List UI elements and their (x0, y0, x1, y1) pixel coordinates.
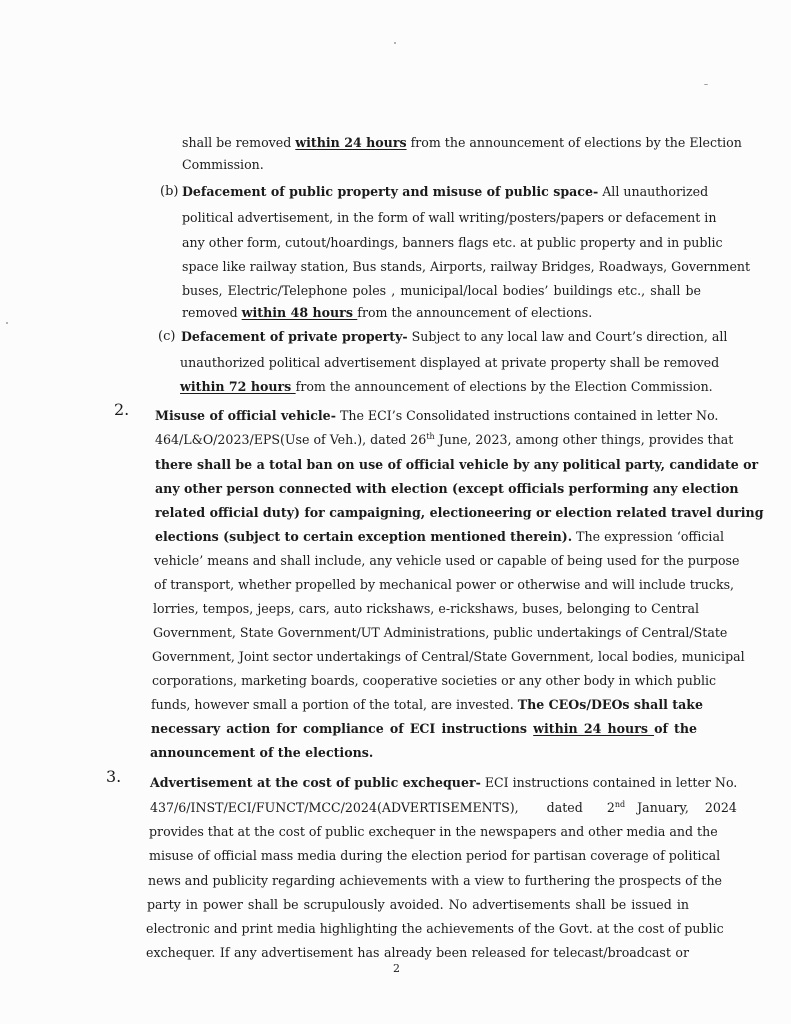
text-run: shall be removed (182, 135, 296, 150)
item-b-line-4: space like railway station, Bus stands, Airports, railway Bridges, Roadways, Government (182, 259, 751, 274)
para-2-line-15: announcement of the elections. (150, 745, 374, 760)
paragraph-number-3: 3. (106, 767, 122, 786)
para-2-line-2 (155, 431, 734, 448)
text-run: All unauthorized (598, 184, 709, 199)
para-2-line-12: corporations, marketing boards, cooperative societies or any other body in which public (152, 673, 717, 688)
item-b-line-3: any other form, cutout/hoardings, banners flags etc. at public property and in public (182, 235, 723, 250)
deadline-24-hours: within 24 hours (295, 135, 407, 150)
item-c-heading: Defacement of private property- (181, 329, 408, 344)
item-b-line-5: buses, Electric/Telephone poles , municipal/local bodies’ buildings etc., shall be (182, 283, 701, 298)
para-3-line-8: exchequer. If any advertisement has already been released for telecast/broadcast or (146, 945, 689, 960)
item-b-line-1 (182, 184, 709, 200)
line-a-cont-1 (182, 135, 742, 151)
para-2-line-4: any other person connected with election (except officials performing any election (155, 481, 739, 496)
text-run: January, 2024 (625, 800, 737, 815)
para-2-line-3: there shall be a total ban on use of official vehicle by any political party, candidate or (155, 457, 759, 472)
para-3-line-3: provides that at the cost of public exchequer in the newspapers and other media and the (149, 824, 718, 839)
superscript: th (426, 431, 435, 441)
para-2-line-5: related official duty) for campaigning, electioneering or election related travel during (155, 505, 764, 520)
item-b-line-2: political advertisement, in the form of wall writing/posters/papers or defacement in (182, 210, 717, 225)
deadline-48-hours: within 48 hours (241, 305, 358, 320)
text-run: 464/L&O/2023/EPS(Use of Veh.), dated 26 (155, 432, 427, 447)
scan-speck (704, 84, 708, 85)
scan-speck (394, 42, 396, 44)
para-3-line-5: news and publicity regarding achievements with a view to furthering the prospects of the (148, 873, 723, 888)
text-run: funds, however small a portion of the total, are invested. (151, 697, 518, 712)
page-number: 2 (393, 962, 400, 975)
deadline-24-hours: within 24 hours (533, 721, 655, 736)
para-2-line-13 (151, 697, 703, 713)
text-run: ECI instructions contained in letter No. (480, 775, 738, 790)
item-b-heading: Defacement of public property and misuse of public space- (182, 184, 599, 199)
para-3-line-2 (150, 800, 737, 816)
para-2-line-1 (155, 408, 719, 424)
para-2-line-11: Government, Joint sector undertakings of Central/State Government, local bodies, municipal (152, 649, 745, 664)
text-run: necessary action for compliance of ECI instructions (151, 721, 534, 736)
para-2-line-6 (155, 529, 724, 545)
para-3-line-4: misuse of official mass media during the election period for partisan coverage of political (149, 848, 721, 863)
para-2-line-7: vehicle’ means and shall include, any vehicle used or capable of being used for the purpose (154, 553, 740, 568)
item-b-line-6 (182, 305, 592, 321)
text-run: from the announcement of elections by the Election (406, 135, 742, 150)
para-2-line-9: lorries, tempos, jeeps, cars, auto rickshaws, e-rickshaws, buses, belonging to Central (153, 601, 699, 616)
para-3-line-7: electronic and print media highlighting the achievements of the Govt. at the cost of public (146, 921, 724, 936)
para-3-heading: Advertisement at the cost of public exchequer- (150, 775, 481, 790)
item-c-line-2: unauthorized political advertisement displayed at private property shall be removed (180, 355, 720, 370)
para-2-heading: Misuse of official vehicle- (155, 408, 336, 423)
text-run: Subject to any local law and Court’s direction, all (407, 329, 728, 344)
line-a-cont-2: Commission. (182, 157, 264, 172)
deadline-72-hours: within 72 hours (180, 379, 296, 394)
text-run: from the announcement of elections. (357, 305, 593, 320)
text-run: removed (182, 305, 242, 320)
para-2-line-10: Government, State Government/UT Administrations, public undertakings of Central/State (153, 625, 728, 640)
para-2-line-8: of transport, whether propelled by mechanical power or otherwise and will include trucks, (154, 577, 735, 592)
text-run: The expression ‘official (572, 529, 724, 544)
item-c-line-1 (181, 329, 728, 345)
scan-speck (6, 322, 8, 324)
item-c-line-3 (180, 379, 713, 395)
text-run: The CEOs/DEOs shall take (517, 697, 703, 712)
para-3-line-6: party in power shall be scrupulously avoided. No advertisements shall be issued in (147, 897, 689, 912)
text-run: The ECI’s Consolidated instructions contained in letter No. (335, 408, 719, 423)
paragraph-number-2: 2. (114, 400, 130, 419)
text-run: June, 2023, among other things, provides that (434, 432, 734, 447)
item-label-c: (c) (158, 329, 176, 344)
superscript: nd (614, 799, 626, 809)
para-2-line-14 (151, 721, 697, 737)
text-run: from the announcement of elections by the Election Commission. (295, 379, 713, 394)
para-3-line-1 (150, 775, 738, 791)
text-run: 437/6/INST/ECI/FUNCT/MCC/2024(ADVERTISEMENTS), dated 2 (150, 800, 615, 815)
text-run: elections (subject to certain exception mentioned therein). (155, 529, 573, 544)
text-run: of the (654, 721, 697, 736)
item-label-b: (b) (160, 184, 179, 199)
